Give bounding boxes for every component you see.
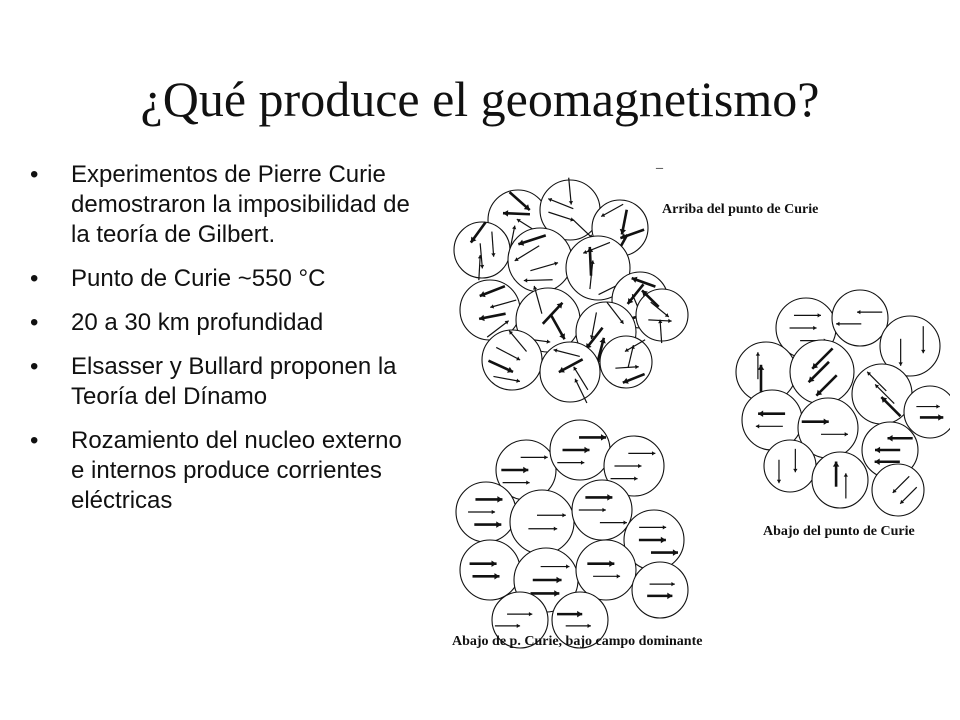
domain-circle: [576, 540, 636, 600]
domain-circle: [832, 290, 888, 346]
curie-domains-figure: [430, 150, 950, 660]
domain-circle: [510, 490, 574, 554]
domains-below-curie: [736, 290, 950, 516]
bullet-item: [30, 426, 415, 516]
domain-arrow-line: [524, 280, 553, 281]
bullet-item: [30, 352, 415, 412]
bullet-icon: •: [30, 265, 39, 292]
caption-below-curie-field: Abajo de p. Curie, bajo campo dominante: [452, 634, 703, 649]
slide-title: ¿Qué produce el geomagnetismo?: [140, 71, 820, 127]
bullet-text: Punto de Curie ~550 °C: [71, 265, 326, 292]
domain-circle: [540, 342, 600, 402]
domain-circle: [636, 289, 688, 341]
bullet-text: Elsasser y Bullard proponen la Teoría del Dínamo: [71, 353, 397, 410]
bullet-item: [30, 160, 415, 250]
caption-above-curie: Arriba del punto de Curie: [662, 202, 819, 217]
bullet-text: Rozamiento del nucleo externo e internos produce corrientes eléctricas: [71, 427, 402, 514]
domains-above-curie: [454, 178, 688, 403]
domain-circle: [482, 330, 542, 390]
caption-below-curie: Abajo del punto de Curie: [763, 524, 915, 539]
bullet-text: Experimentos de Pierre Curie demostraron la imposibilidad de la teoría de Gilbert.: [71, 161, 410, 248]
bullet-icon: •: [30, 353, 39, 380]
bullet-item: [30, 264, 415, 294]
bullet-item: [30, 308, 415, 338]
bullet-list: [30, 160, 415, 530]
bullet-icon: •: [30, 427, 39, 454]
domain-circle: [812, 452, 868, 508]
domain-circle: [904, 386, 950, 438]
figure-dash: _: [656, 156, 663, 171]
domain-circle: [764, 440, 816, 492]
domain-circle: [460, 540, 520, 600]
bullet-icon: •: [30, 309, 39, 336]
bullet-icon: •: [30, 161, 39, 188]
domain-circle: [454, 222, 510, 278]
magnetic-domains-illustration: [430, 150, 950, 660]
domain-circle: [872, 464, 924, 516]
domain-circle: [790, 340, 854, 404]
bullet-text: 20 a 30 km profundidad: [71, 309, 324, 336]
domains-below-curie-field: [456, 420, 688, 648]
domain-circle: [632, 562, 688, 618]
domain-circle: [852, 364, 912, 424]
